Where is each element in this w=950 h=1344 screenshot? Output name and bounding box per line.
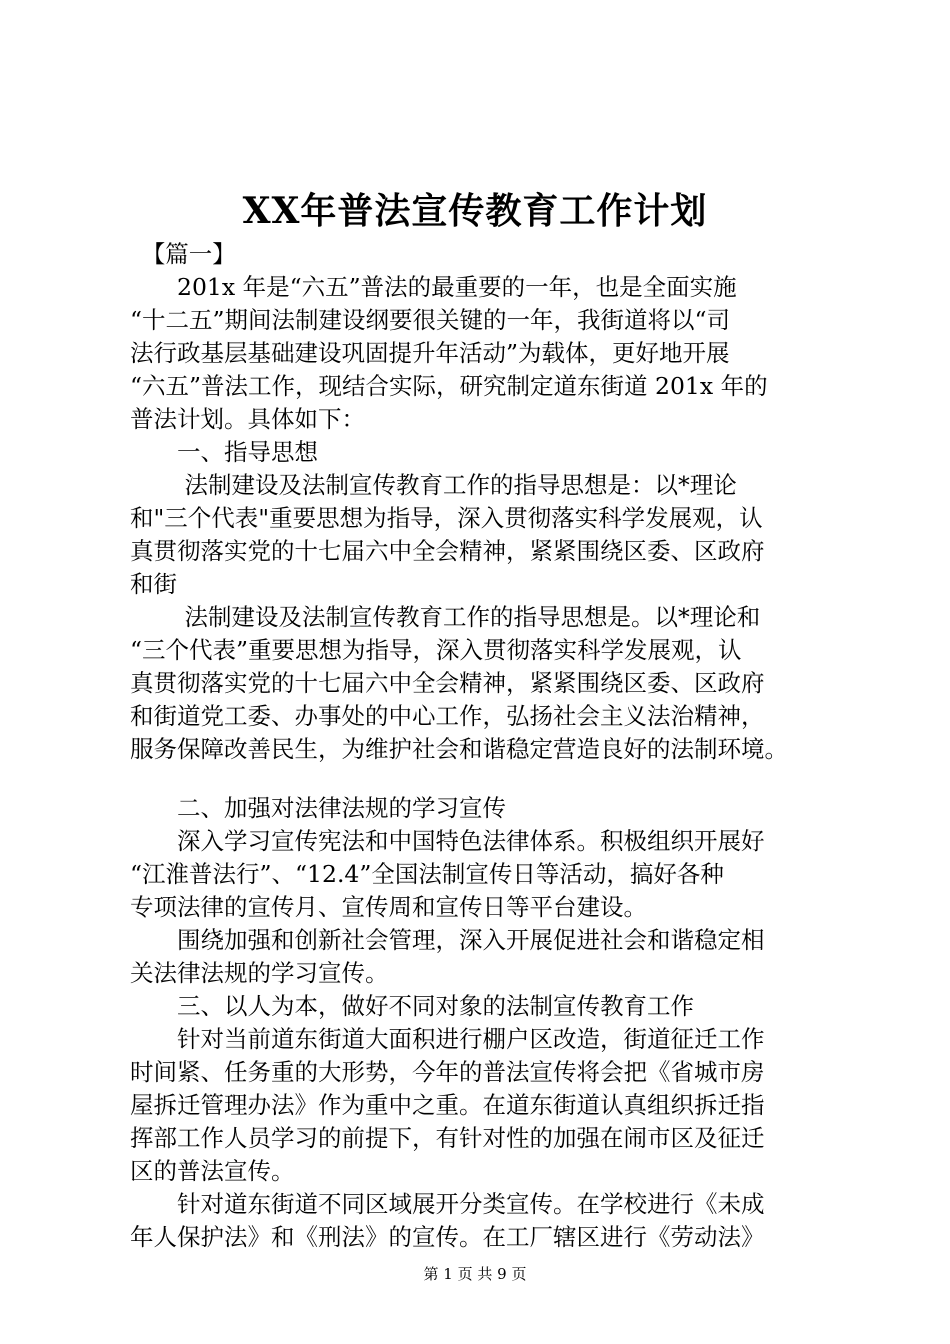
text-line: 服务保障改善民生，为维护社会和谐稳定营造良好的法制环境。 (130, 735, 788, 763)
text-line: “三个代表”重要思想为指导，深入贯彻落实科学发展观，认 (130, 636, 742, 664)
text-line: 区的普法宣传。 (130, 1157, 295, 1185)
document-body (130, 238, 840, 1254)
text-line: 和街道党工委、办事处的中心工作，弘扬社会主义法治精神， (130, 702, 765, 730)
text-line: 屋拆迁管理办法》作为重中之重。在道东街道认真组织拆迁指 (130, 1091, 765, 1119)
text-line: 和街 (130, 570, 177, 598)
text-line: “十二五”期间法制建设纲要很关键的一年，我街道将以“司 (130, 306, 731, 334)
text-line: 和"三个代表"重要思想为指导，深入贯彻落实科学发展观，认 (130, 504, 763, 532)
section-heading: 三、以人为本，做好不同对象的法制宣传教育工作 (130, 992, 694, 1020)
text-line: 法制建设及法制宣传教育工作的指导思想是：以*理论 (130, 471, 737, 499)
text-line: 针对道东街道不同区域展开分类宣传。在学校进行《未成 (130, 1190, 765, 1218)
text-line: 法制建设及法制宣传教育工作的指导思想是。以*理论和 (130, 603, 761, 631)
document-title: XX年普法宣传教育工作计划 (242, 190, 708, 232)
text-line: 针对当前道东街道大面积进行棚户区改造，街道征迁工作 (130, 1025, 765, 1053)
text-line: 真贯彻落实党的十七届六中全会精神，紧紧围绕区委、区政府 (130, 669, 765, 697)
section-heading: 二、加强对法律法规的学习宣传 (130, 794, 506, 822)
text-line: 真贯彻落实党的十七届六中全会精神，紧紧围绕区委、区政府 (130, 537, 765, 565)
text-line: “江淮普法行”、“12.4”全国法制宣传日等活动，搞好各种 (130, 860, 724, 888)
text-line: 挥部工作人员学习的前提下，有针对性的加强在闹市区及征迁 (130, 1124, 765, 1152)
paragraph-gap (130, 766, 840, 792)
text-line: 时间紧、任务重的大形势，今年的普法宣传将会把《省城市房 (130, 1058, 765, 1086)
page-footer: 第 1 页 共 9 页 (423, 1265, 527, 1283)
text-line: 深入学习宣传宪法和中国特色法律体系。积极组织开展好 (130, 827, 765, 855)
text-line: “六五”普法工作，现结合实际，研究制定道东街道 201x 年的 (130, 372, 768, 400)
text-line: 年人保护法》和《刑法》的宣传。在工厂辖区进行《劳动法》 (130, 1223, 765, 1251)
text-line: 专项法律的宣传月、宣传周和宣传日等平台建设。 (130, 893, 647, 921)
text-line: 【篇一】 (130, 240, 236, 268)
text-line: 关法律法规的学习宣传。 (130, 959, 389, 987)
section-heading: 一、指导思想 (130, 438, 318, 466)
text-line: 法行政基层基础建设巩固提升年活动”为载体，更好地开展 (130, 339, 730, 367)
text-line: 围绕加强和创新社会管理，深入开展促进社会和谐稳定相 (130, 926, 765, 954)
text-line: 201x 年是“六五”普法的最重要的一年，也是全面实施 (130, 273, 737, 301)
text-line: 普法计划。具体如下： (130, 405, 365, 433)
